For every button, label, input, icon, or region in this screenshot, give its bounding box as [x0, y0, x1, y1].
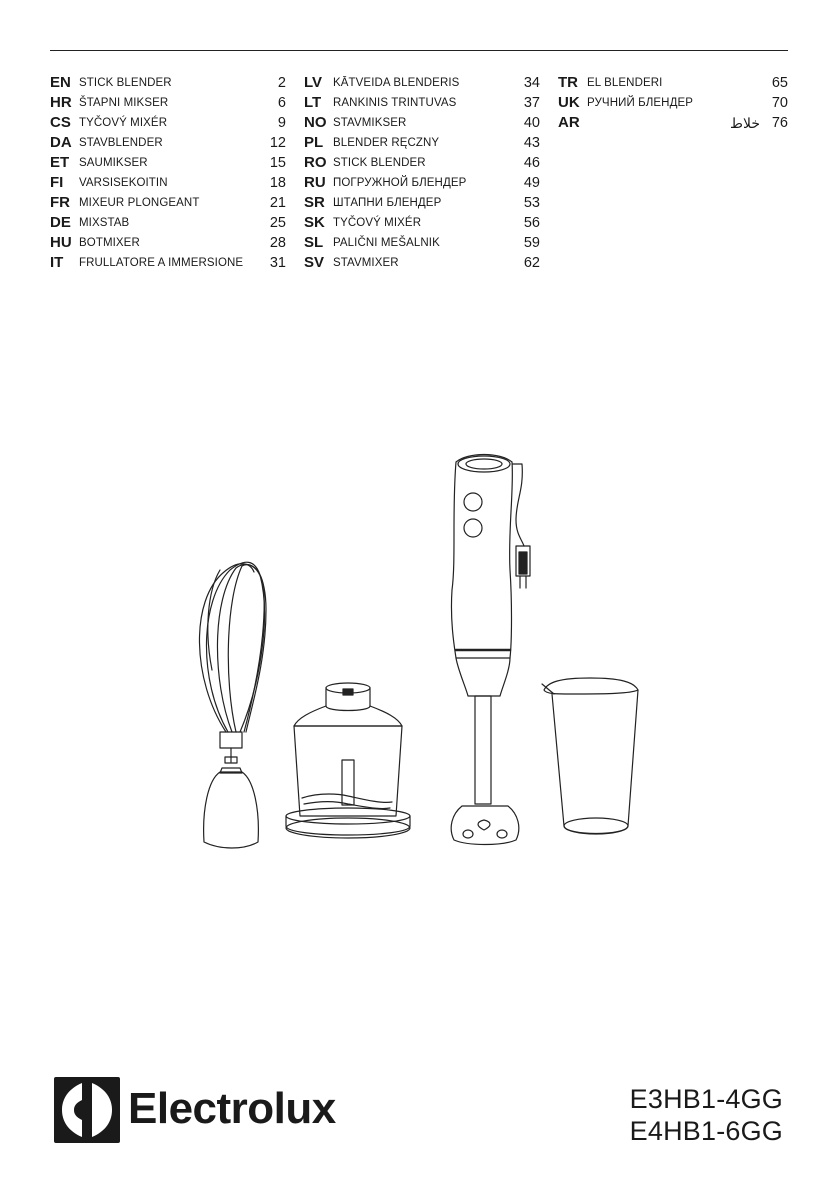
lang-title: STAVMIKSER	[333, 117, 407, 129]
language-row-fi	[50, 173, 286, 193]
lang-page: 28	[269, 235, 286, 251]
lang-page: 18	[269, 175, 286, 191]
language-row-pl	[304, 133, 540, 153]
motor-unit	[451, 455, 530, 845]
lang-code: IT	[50, 254, 64, 271]
brand-name: Electrolux	[128, 1084, 336, 1133]
lang-code: LV	[304, 74, 323, 91]
lang-page: 31	[269, 255, 286, 271]
top-rule	[50, 50, 788, 51]
lang-code: FI	[50, 174, 64, 191]
lang-title: FRULLATORE A IMMERSIONE	[79, 257, 244, 269]
lang-title: EL BLENDERI	[587, 77, 663, 89]
lang-page: 25	[269, 215, 286, 231]
language-row-sv	[304, 253, 540, 273]
lang-code: PL	[304, 134, 324, 151]
language-row-sl	[304, 233, 540, 253]
lang-title: VARSISEKOITIN	[79, 177, 168, 189]
lang-title: ŠTAPNI MIKSER	[79, 97, 169, 109]
language-row-da	[50, 133, 286, 153]
lang-page: 43	[523, 135, 540, 151]
model-numbers	[630, 1083, 783, 1147]
lang-title: PALIČNI MEŠALNIK	[333, 237, 440, 249]
lang-title: BOTMIXER	[79, 237, 140, 249]
lang-code: SK	[304, 214, 325, 231]
beaker-attachment	[542, 678, 638, 834]
lang-title: ПОГРУЖНОЙ БЛЕНДЕР	[333, 177, 467, 189]
lang-page: 34	[523, 75, 540, 91]
language-row-uk	[558, 93, 788, 113]
lang-code: DA	[50, 134, 72, 151]
model-number: E4HB1-6GG	[629, 1116, 783, 1146]
lang-title: SAUMIKSER	[79, 157, 148, 169]
lang-page: 53	[523, 195, 540, 211]
lang-page: 46	[523, 155, 540, 171]
language-row-de	[50, 213, 286, 233]
language-row-no	[304, 113, 540, 133]
lang-title: STICK BLENDER	[333, 157, 426, 169]
lang-title: ШТАПНИ БЛЕНДЕР	[333, 197, 442, 209]
lang-page: 49	[523, 175, 540, 191]
language-row-lv	[304, 73, 540, 93]
lang-page: 70	[771, 95, 788, 111]
lang-code: EN	[50, 74, 71, 91]
lang-title: TYČOVÝ MIXÉR	[333, 217, 422, 229]
lang-code: SV	[304, 254, 325, 271]
language-row-ru	[304, 173, 540, 193]
lang-page: 62	[523, 255, 540, 271]
language-column-1	[50, 73, 286, 273]
chopper-attachment	[286, 683, 410, 838]
lang-code: UK	[558, 94, 580, 111]
whisk-attachment	[199, 562, 266, 848]
lang-page: 56	[523, 215, 540, 231]
language-row-et	[50, 153, 286, 173]
lang-code: TR	[558, 74, 578, 91]
lang-page: 9	[277, 115, 286, 131]
lang-code: AR	[558, 114, 580, 131]
lang-page: 65	[771, 75, 788, 91]
language-row-cs	[50, 113, 286, 133]
language-row-hu	[50, 233, 286, 253]
lang-page: 6	[277, 95, 286, 111]
lang-page: 40	[523, 115, 540, 131]
language-row-tr	[558, 73, 788, 93]
lang-title: MIXEUR PLONGEANT	[79, 197, 200, 209]
lang-code: NO	[304, 114, 327, 131]
lang-title: STAVMIXER	[333, 257, 399, 269]
lang-title: KĀTVEIDA BLENDERIS	[333, 77, 460, 89]
lang-code: RO	[304, 154, 327, 171]
lang-code: FR	[50, 194, 70, 211]
lang-code: HU	[50, 234, 72, 251]
lang-title: MIXSTAB	[79, 217, 130, 229]
language-row-sr	[304, 193, 540, 213]
model-number: E3HB1-4GG	[629, 1084, 783, 1114]
lang-page: 59	[523, 235, 540, 251]
language-row-en	[50, 73, 286, 93]
product-illustration	[190, 450, 650, 870]
lang-title: RANKINIS TRINTUVAS	[333, 97, 457, 109]
lang-title: РУЧНИЙ БЛЕНДЕР	[587, 97, 694, 109]
language-row-lt	[304, 93, 540, 113]
language-row-ar	[558, 113, 788, 133]
lang-page: 76	[771, 115, 788, 131]
language-row-sk	[304, 213, 540, 233]
lang-code: RU	[304, 174, 326, 191]
language-row-hr	[50, 93, 286, 113]
lang-title: STICK BLENDER	[79, 77, 172, 89]
lang-code: HR	[50, 94, 72, 111]
lang-code: DE	[50, 214, 71, 231]
lang-page: 2	[277, 75, 286, 91]
language-row-it	[50, 253, 286, 273]
lang-code: CS	[50, 114, 71, 131]
lang-page: 15	[269, 155, 286, 171]
lang-title: خلاط	[730, 115, 760, 131]
lang-code: SR	[304, 194, 325, 211]
lang-title: STAVBLENDER	[79, 137, 163, 149]
lang-page: 37	[523, 95, 540, 111]
language-row-ro	[304, 153, 540, 173]
lang-code: SL	[304, 234, 324, 251]
lang-title: BLENDER RĘCZNY	[333, 137, 440, 149]
lang-title: TYČOVÝ MIXÉR	[79, 117, 168, 129]
language-column-3	[558, 73, 788, 133]
lang-page: 12	[269, 135, 286, 151]
lang-code: LT	[304, 94, 322, 111]
lang-code: ET	[50, 154, 70, 171]
language-row-fr	[50, 193, 286, 213]
language-column-2	[304, 73, 540, 273]
lang-page: 21	[269, 195, 286, 211]
